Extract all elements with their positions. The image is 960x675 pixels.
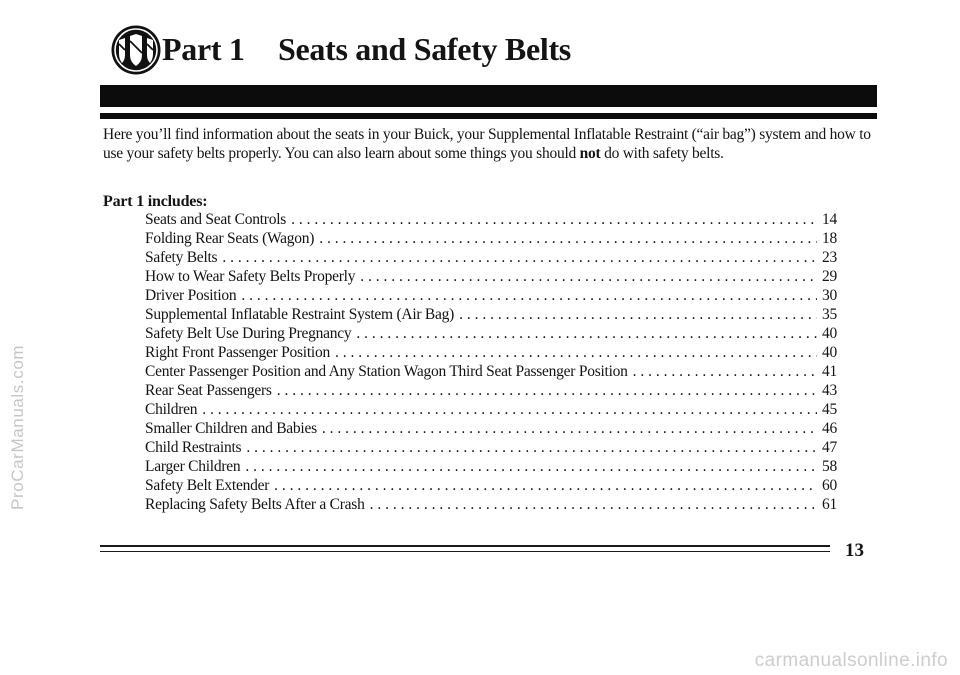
table-of-contents [145,211,837,515]
intro-bold-word: not [579,145,601,162]
toc-dot-leader [322,420,817,438]
toc-entry-page: 18 [822,230,837,247]
header-bar-thin [100,113,877,119]
intro-text-start: Here you’ll find information about the seats in your Buick, your Supplemental Inflatable Restraint (“air bag”) system and how to use your safety belts properly. You can also learn about some things you should [103,126,871,162]
footer-rule-thick [100,545,830,547]
toc-dot-leader [277,382,817,400]
toc-entry-page: 23 [822,249,837,266]
toc-entry-label: Seats and Seat Controls [145,211,287,228]
toc-dot-leader [319,230,817,248]
page-number: 13 [845,540,864,561]
toc-entry-label: Child Restraints [145,439,242,456]
toc-entry[interactable] [145,211,837,230]
toc-dot-leader [360,268,817,286]
page-title [162,31,571,68]
toc-dot-leader [459,306,817,324]
toc-entry[interactable] [145,477,837,496]
toc-dot-leader [370,496,817,514]
toc-dot-leader [356,325,817,343]
toc-dot-leader [241,287,817,305]
toc-entry-page: 60 [822,477,837,494]
toc-dot-leader [274,477,817,495]
bottom-watermark: carmanualsonline.info [754,650,948,671]
toc-entry[interactable] [145,439,837,458]
toc-entry[interactable] [145,249,837,268]
toc-entry-label: Right Front Passenger Position [145,344,330,361]
toc-entry-label: Rear Seat Passengers [145,382,272,399]
toc-entry[interactable] [145,401,837,420]
intro-text-end: do with safety belts. [600,145,724,162]
toc-dot-leader [245,458,817,476]
toc-entry[interactable] [145,496,837,515]
buick-tri-shield-icon [110,24,162,76]
toc-entry-label: Replacing Safety Belts After a Crash [145,496,365,513]
toc-entry-page: 61 [822,496,837,513]
toc-dot-leader [222,249,817,267]
toc-dot-leader [633,363,817,381]
toc-entry-page: 45 [822,401,837,418]
toc-entry-label: Safety Belt Use During Pregnancy [145,325,352,342]
toc-entry[interactable] [145,420,837,439]
toc-entry-label: Larger Children [145,458,241,475]
toc-entry[interactable] [145,382,837,401]
toc-entry-page: 43 [822,382,837,399]
toc-entry-page: 35 [822,306,837,323]
toc-entry-page: 58 [822,458,837,475]
toc-entry-label: Folding Rear Seats (Wagon) [145,230,315,247]
toc-entry-page: 46 [822,420,837,437]
toc-entry[interactable] [145,268,837,287]
toc-entry[interactable] [145,325,837,344]
toc-entry-label: Safety Belt Extender [145,477,270,494]
toc-entry-label: Smaller Children and Babies [145,420,317,437]
toc-entry[interactable] [145,363,837,382]
toc-entry[interactable] [145,306,837,325]
toc-entry-page: 40 [822,344,837,361]
toc-entry-label: Center Passenger Position and Any Station Wagon Third Seat Passenger Position [145,363,628,380]
toc-entry-label: Children [145,401,198,418]
part-label: Part 1 [162,31,245,67]
toc-entry-page: 41 [822,363,837,380]
includes-heading: Part 1 includes: [103,193,208,210]
footer-rule-thin [100,551,830,552]
side-watermark: ProCarManuals.com [8,344,27,510]
toc-entry[interactable] [145,287,837,306]
toc-entry-page: 47 [822,439,837,456]
toc-dot-leader [335,344,817,362]
toc-entry-page: 29 [822,268,837,285]
toc-entry[interactable] [145,230,837,249]
toc-dot-leader [291,211,817,229]
toc-entry-page: 40 [822,325,837,342]
toc-entry-label: Driver Position [145,287,237,304]
toc-entry[interactable] [145,458,837,477]
toc-entry-label: Safety Belts [145,249,218,266]
toc-entry-page: 30 [822,287,837,304]
toc-entry-page: 14 [822,211,837,228]
toc-entry-label: Supplemental Inflatable Restraint System (Air Bag) [145,306,455,323]
header-bar-thick [100,85,877,107]
section-title: Seats and Safety Belts [278,31,571,67]
toc-dot-leader [202,401,817,419]
toc-entry-label: How to Wear Safety Belts Properly [145,268,356,285]
intro-paragraph [103,125,873,163]
toc-dot-leader [246,439,817,457]
toc-entry[interactable] [145,344,837,363]
